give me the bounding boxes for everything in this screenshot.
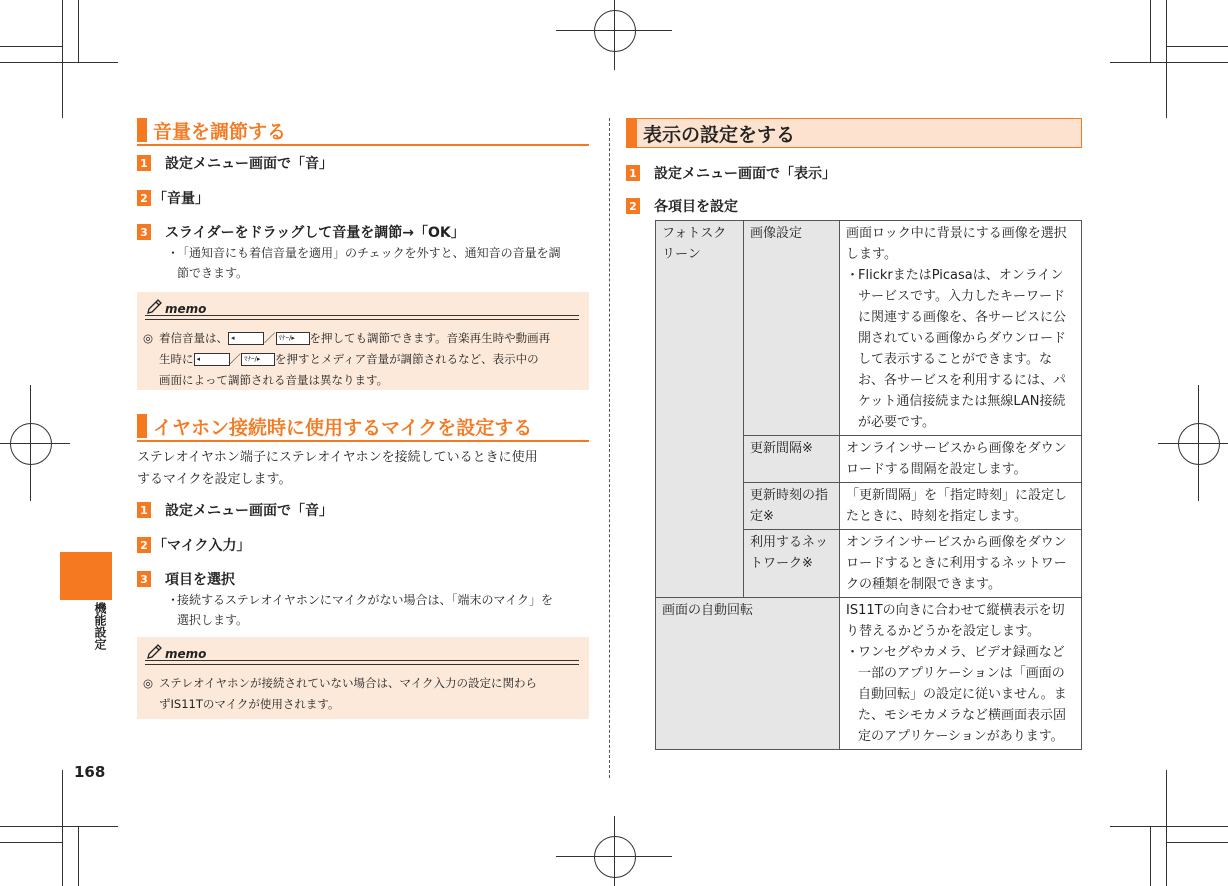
section-heading-volume — [137, 117, 589, 143]
step-number: 2 — [626, 198, 640, 214]
step-text: 「マイク入力」 — [153, 538, 251, 554]
side-tab — [60, 552, 112, 600]
step-number: 1 — [137, 155, 151, 171]
desc-cell: オンラインサービスから画像をダウンロードするときに利用するネットワークの種類を制限できます。 — [840, 530, 1082, 598]
step-2 — [137, 188, 209, 208]
memo-header — [145, 298, 206, 316]
desc-bullet — [846, 265, 1075, 433]
bullet-glyph: ・ — [167, 246, 180, 260]
desc-cell — [840, 598, 1082, 750]
volume-key-icon: ◂ — [194, 353, 230, 366]
manner-key-icon: ﾏﾅｰ/▸ — [276, 332, 310, 345]
memo-box — [137, 292, 589, 390]
ring-glyph: ◎ — [143, 331, 154, 345]
desc-text: IS11Tの向きに合わせて縦横表示を切り替えるかどうかを設定します。 — [846, 603, 1065, 639]
section-heading-display — [626, 118, 1082, 148]
table-row — [656, 221, 1082, 436]
category-cell: 画面の自動回転 — [656, 598, 840, 750]
intro-line: ステレオイヤホン端子にステレオイヤホンを接続しているときに使用 — [137, 450, 538, 465]
step-text: 「音量」 — [153, 191, 209, 207]
step-number: 1 — [137, 502, 151, 518]
category-cell — [656, 221, 744, 598]
page-number: 168 — [74, 763, 106, 781]
memo-label: memo — [165, 302, 207, 316]
step-2 — [137, 535, 250, 555]
bullet-glyph: ・ — [846, 645, 860, 660]
heading-bar — [137, 414, 147, 438]
manner-key-icon: ﾏﾅｰ/▸ — [241, 353, 275, 366]
item-cell: 画像設定 — [744, 221, 840, 436]
memo-rule — [145, 664, 579, 665]
section-title: 音量を調節する — [153, 120, 287, 143]
memo-text — [143, 673, 577, 715]
note-line: 節できます。 — [177, 266, 249, 280]
pencil-icon — [145, 298, 163, 316]
note-line: 接続するステレオイヤホンにマイクがない場合は、「端末のマイク」を — [177, 593, 553, 607]
step-text: 各項目を設定 — [654, 199, 738, 215]
step-number: 1 — [626, 165, 640, 181]
memo-line: 着信音量は、 ◂ ／ ﾏﾅｰ/▸ を押しても調節できます。音楽再生時や動画再 — [159, 331, 551, 345]
step-2 — [626, 196, 738, 216]
memo-line: 画面によって調節される音量は異なります。 — [159, 373, 389, 387]
settings-table — [655, 220, 1082, 750]
bullet-text: ワンセグやカメラ、ビデオ録画など一部のアプリケーションは「画面の自動回転」の設定に従いません。また、モシモカメラなど横画面表示固定のアプリケーションがあります。 — [858, 645, 1067, 744]
bullet-glyph: ・ — [846, 268, 860, 283]
memo-rule — [145, 660, 579, 661]
section-title: イヤホン接続時に使用するマイクを設定する — [153, 416, 533, 439]
desc-bullet — [846, 642, 1075, 747]
desc-cell — [840, 221, 1082, 436]
desc-cell: 「更新間隔」を「指定時刻」に設定したときに、時刻を指定します。 — [840, 483, 1082, 530]
step-number: 3 — [137, 224, 151, 240]
step-3 — [137, 569, 235, 589]
memo-box — [137, 637, 589, 719]
step-text: 設定メニュー画面で「音」 — [165, 156, 333, 172]
step-1 — [137, 153, 333, 173]
memo-line: 生時に ◂ ／ ﾏﾅｰ/▸ を押すとメディア音量が調節されるなど、表示中の — [159, 352, 539, 366]
step-number: 2 — [137, 537, 151, 553]
bullet-text: FlickrまたはPicasaは、オンラインサービスです。入力したキーワードに関連する画像を、各サービスに公開されている画像からダウンロードして表示することができます。なお、各サービスを利用するには、パケット通信接続または無線LAN接続が必要です。 — [858, 268, 1067, 430]
item-cell: 更新時刻の指定※ — [744, 483, 840, 530]
item-cell: 更新間隔※ — [744, 436, 840, 483]
memo-header — [145, 643, 206, 661]
heading-underline — [137, 144, 589, 146]
step-3 — [137, 222, 465, 242]
side-label: 機能設定 — [93, 602, 107, 650]
category-label: フォトスクリーン — [662, 226, 727, 262]
section-heading-mic — [137, 413, 589, 439]
note-line: 選択します。 — [177, 613, 249, 627]
step-1 — [626, 163, 836, 183]
intro-text — [137, 447, 593, 491]
memo-rule — [145, 315, 579, 316]
memo-rule — [145, 319, 579, 320]
intro-line: するマイクを設定します。 — [137, 472, 292, 487]
step-text: 項目を選択 — [165, 572, 235, 588]
heading-underline — [137, 440, 589, 442]
desc-cell: オンラインサービスから画像をダウンロードする間隔を設定します。 — [840, 436, 1082, 483]
section-title: 表示の設定をする — [643, 123, 796, 146]
ring-glyph: ◎ — [143, 676, 154, 690]
step-note — [167, 243, 591, 283]
memo-line: ずIS11Tのマイクが使用されます。 — [159, 697, 340, 711]
column-divider — [609, 118, 610, 778]
step-number: 3 — [137, 571, 151, 587]
volume-key-icon: ◂ — [228, 332, 264, 345]
table-row — [656, 598, 1082, 750]
note-line: 「通知音にも着信音量を適用」のチェックを外すと、通知音の音量を調 — [177, 246, 561, 260]
item-cell: 利用するネットワーク※ — [744, 530, 840, 598]
desc-text: 画面ロック中に背景にする画像を選択します。 — [846, 226, 1067, 262]
step-text: 設定メニュー画面で「表示」 — [654, 166, 836, 182]
heading-bar — [627, 119, 637, 147]
pencil-icon — [145, 643, 163, 661]
memo-text — [143, 328, 577, 391]
step-note — [167, 590, 591, 630]
step-text: 設定メニュー画面で「音」 — [165, 503, 333, 519]
step-text: スライダーをドラッグして音量を調節→「OK」 — [165, 225, 465, 241]
heading-bar — [137, 118, 147, 142]
step-number: 2 — [137, 190, 151, 206]
step-1 — [137, 500, 333, 520]
memo-label: memo — [165, 647, 207, 661]
memo-line: ステレオイヤホンが接続されていない場合は、マイク入力の設定に関わら — [159, 676, 538, 690]
bullet-glyph: ・ — [167, 593, 180, 607]
